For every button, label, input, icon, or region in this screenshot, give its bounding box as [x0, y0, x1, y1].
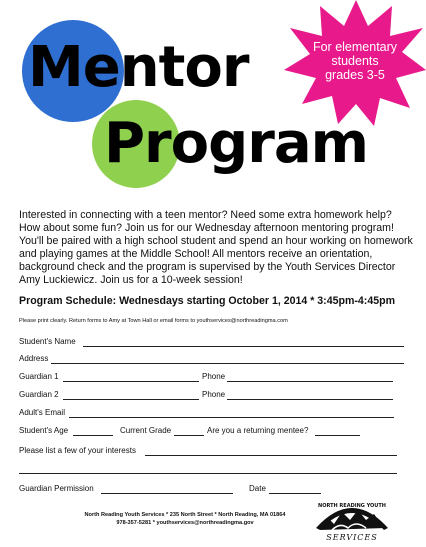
interests-label: Please list a few of your interests — [19, 446, 136, 455]
adult-email-label: Adult's Email — [19, 408, 65, 417]
returning-mentee-field[interactable] — [315, 435, 360, 436]
guardian-1-label: Guardian 1 — [19, 372, 59, 381]
age-grade-row — [19, 425, 404, 438]
footer-address: North Reading Youth Services * 235 North Street * North Reading, MA 01864 — [84, 512, 286, 518]
phone-2-label: Phone — [202, 390, 226, 399]
intro-paragraph: Interested in connecting with a teen mentor? Need some extra homework help? How about some fun? Join us for our Wednesday afternoon mentoring program! You'll be paired with a high school student and spend an hour working on homework and playing games at the Middle School! All mentors receive an orientation, background check and the program is supervised by the Youth Services Director Amy Luckiewicz. Join us for a 10-week session! — [19, 209, 413, 287]
interests-row — [19, 445, 404, 458]
student-name-field[interactable] — [83, 346, 404, 347]
phone-1-label: Phone — [202, 372, 226, 381]
student-name-label: Student's Name — [19, 337, 76, 346]
interests-extra-field[interactable] — [19, 473, 397, 474]
badge-line: grades 3-5 — [325, 68, 385, 82]
student-age-field[interactable] — [73, 435, 113, 436]
adult-email-row — [19, 407, 404, 420]
guardian-1-field[interactable] — [63, 381, 199, 382]
phone-1-field[interactable] — [227, 381, 393, 382]
current-grade-label: Current Grade — [120, 426, 172, 435]
guardian-permission-field[interactable] — [101, 493, 233, 494]
flyer-header — [0, 0, 426, 205]
guardian-2-label: Guardian 2 — [19, 390, 59, 399]
address-field[interactable] — [51, 363, 404, 364]
date-label: Date — [249, 484, 266, 493]
form-instructions: Please print clearly. Return forms to Amy at Town Hall or email forms to youthservices@northreadingma.com — [19, 318, 288, 324]
adult-email-field[interactable] — [69, 417, 394, 418]
interests-extra-row — [19, 463, 404, 476]
badge-text — [300, 40, 410, 82]
footer-phone-email: 978-357-5281 * youthservices@northreadingma.gov — [116, 520, 254, 526]
student-name-row — [19, 336, 404, 349]
footer-contact — [50, 511, 320, 527]
current-grade-field[interactable] — [174, 435, 204, 436]
guardian-1-row — [19, 371, 404, 384]
logo-bottom-text: SERVICES — [326, 533, 378, 542]
phone-2-field[interactable] — [227, 399, 393, 400]
title-word-program: Program — [104, 111, 368, 176]
guardian-permission-label: Guardian Permission — [19, 484, 94, 493]
badge-line: For elementary — [312, 40, 398, 54]
guardian-2-row — [19, 389, 404, 402]
logo-top-text: NORTH READING YOUTH — [318, 503, 386, 509]
youth-services-logo — [312, 494, 392, 542]
address-row — [19, 353, 404, 366]
title-word-mentor: Mentor — [28, 35, 249, 100]
guardian-2-field[interactable] — [63, 399, 199, 400]
interests-field[interactable] — [145, 455, 397, 456]
returning-mentee-label: Are you a returning mentee? — [207, 426, 309, 435]
student-age-label: Student's Age — [19, 426, 69, 435]
address-label: Address — [19, 354, 49, 363]
program-schedule: Program Schedule: Wednesdays starting October 1, 2014 * 3:45pm-4:45pm — [19, 295, 396, 307]
badge-line: students — [331, 54, 379, 68]
